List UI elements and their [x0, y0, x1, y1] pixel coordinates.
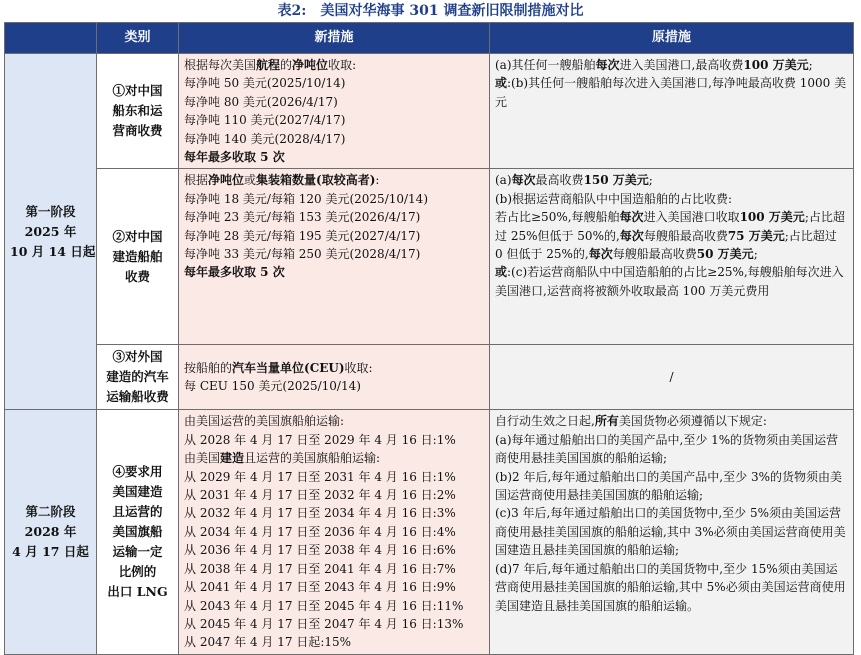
- stage-two-cell: 第二阶段 2028 年 4 月 17 日起: [5, 410, 97, 654]
- table-title-text: 美国对华海事 301 调查新旧限制措施对比: [320, 3, 584, 19]
- category-cell: ①对中国 船东和运 营商收费: [97, 54, 179, 169]
- table-title: [0, 0, 861, 22]
- header-stage: [5, 23, 97, 54]
- header-row: [5, 23, 854, 54]
- table-row: [5, 410, 854, 654]
- category-cell: ③对外国 建造的汽车 运输船收费: [97, 345, 179, 410]
- new-measure-cell: 由美国运营的美国旗船舶运输: 从 2028 年 4 月 17 日至 2029 年 4 月 16 日:1% 由美国建造且运营的美国旗船舶运输: 从 2029 年 4 月 17 日至 2031 年 4 月 16 日:1% 从 2031 年 4 月 17 日至 2032 年 4 月 16 日:2% 从 2032 年 4 月 17 日至 2034 年 4 月 16 日:3% 从 2034 年 4 月 17 日至 2036 年 4 月 16 日:4% 从 2036 年 4 月 17 日至 2038 年 4 月 16 日:6% 从 2038 年 4 月 17 日至 2041 年 4 月 16 日:7% 从 2041 年 4 月 17 日至 2043 年 4 月 16 日:9% 从 2043 年 4 月 17 日至 2045 年 4 月 16 日:11% 从 2045 年 4 月 17 日至 2047 年 4 月 16 日:13% 从 2047 年 4 月 17 日起:15%: [179, 410, 490, 654]
- old-measure-cell: 自行动生效之日起,所有美国货物必须遵循以下规定: (a)每年通过船舶出口的美国产品中,至少 1%的货物须由美国运营商使用悬挂美国国旗的船舶运输; (b)2 年后,每年通过船舶出口的美国产品中,至少 3%的货物须由美国运营商使用悬挂美国国旗的船舶运输; (c)3 年后,每年通过船舶出口的美国货物中,至少 5%须由美国运营商使用悬挂美国国旗的船舶运输,其中 3%必须由美国运营商使用美国建造且悬挂美国国旗的船舶运输; (d)7 年后,每年通过船舶出口的美国货物中,至少 15%须由美国运营商使用悬挂美国国旗的船舶运输,其中 5%必须由美国运营商使用美国建造且悬挂美国国旗的船舶运输。: [490, 410, 854, 654]
- table-number: 表2:: [277, 3, 307, 19]
- stage-one-cell: 第一阶段 2025 年 10 月 14 日起: [5, 54, 97, 410]
- old-measure-cell: /: [490, 345, 854, 410]
- table-row: [5, 345, 854, 410]
- header-new-measures: 新措施: [179, 23, 490, 54]
- new-measure-cell: 根据净吨位或集装箱数量(取较高者): 每净吨 18 美元/每箱 120 美元(2025/10/14) 每净吨 23 美元/每箱 153 美元(2026/4/17) 每净吨 28 美元/每箱 195 美元(2027/4/17) 每净吨 33 美元/每箱 250 美元(2028/4/17) 每年最多收取 5 次: [179, 169, 490, 345]
- old-measure-cell: (a)其任何一艘船舶每次进入美国港口,最高收费100 万美元; 或:(b)其任何一艘船舶每次进入美国港口,每净吨最高收费 1000 美元: [490, 54, 854, 169]
- header-category: 类别: [97, 23, 179, 54]
- comparison-table: [4, 22, 854, 655]
- table-row: [5, 169, 854, 345]
- new-measure-cell: 按船舶的汽车当量单位(CEU)收取: 每 CEU 150 美元(2025/10/14): [179, 345, 490, 410]
- table-row: [5, 54, 854, 169]
- new-measure-cell: 根据每次美国航程的净吨位收取: 每净吨 50 美元(2025/10/14) 每净吨 80 美元(2026/4/17) 每净吨 110 美元(2027/4/17) 每净吨 140 美元(2028/4/17) 每年最多收取 5 次: [179, 54, 490, 169]
- category-cell: ②对中国 建造船舶 收费: [97, 169, 179, 345]
- old-measure-cell: (a)每次最高收费150 万美元; (b)根据运营商船队中中国造船舶的占比收费: 若占比≥50%,每艘船舶每次进入美国港口收取100 万美元;占比超过 25%但低于 50%的,每次每艘船最高收费75 万美元;占比超过 0 但低于 25%的,每次每艘船最高收费50 万美元; 或:(c)若运营商船队中中国造船舶的占比≥25%,每艘船舶每次进入美国港口,运营商将被额外收取最高 100 万美元费用: [490, 169, 854, 345]
- header-old-measures: 原措施: [490, 23, 854, 54]
- category-cell: ④要求用 美国建造 且运营的 美国旗船 运输一定 比例的 出口 LNG: [97, 410, 179, 654]
